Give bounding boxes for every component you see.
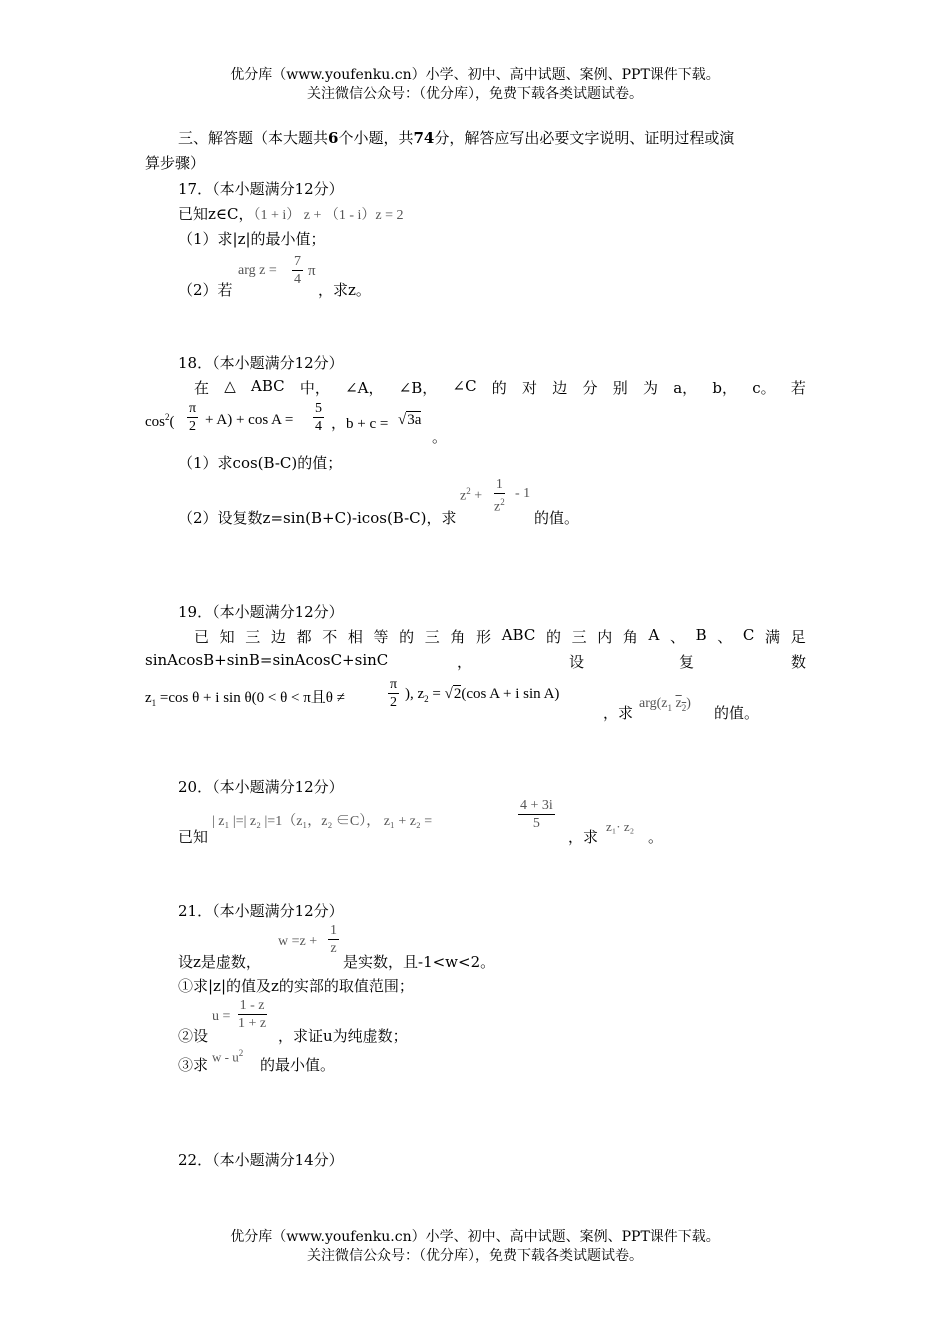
q18-part-1: （1）求cos(B-C)的值； [178,454,343,472]
footer-line-2: 关注微信公众号：（优分库），免费下载各类试题试卷。 [307,1248,643,1264]
q19-heading: 19．（本小题满分12分） [178,603,344,621]
q21-part-3: ③求 w - $u^2$ 的最小值。 [178,1048,336,1074]
q21-part-2: ②设 u = $\frac{1 - z}{1 + z}$ ，求证u为纯虚数； [178,998,408,1045]
q21-part-1: ①求|z|的值及z的实部的取值范围； [178,977,414,995]
q17-given: 已知z∈C，（1 + i） z + （1 - i）z = 2 [178,205,404,223]
q18-part-2: （2）设复数z=sin(B+C)-icos(B-C)，求 $z^2$ + $\frac{1}{z^2}$ - 1 的值。 [178,477,580,527]
q21-given: 设z是虚数， w =z + $\frac{1}{z}$ 是实数，且-1<w<2。 [178,923,496,971]
q19-definitions: $z_1 =\cos$ θ + i sin θ(0 < θ < π且θ ≠ $\frac{\pi}{2}$ ), $z_2 = √2(\cos$ A + i sin A) ，求 $arg(z_1$ $z_2$) 的值。 [145,677,760,722]
q19-intro: 已 知 三 边 都 不 相 等 的 三 角 形 ABC 的 三 内 角 A 、 B 、 C 满 足 [194,626,806,646]
section-title: 三、解答题（本大题共6个小题，共74分，解答应写出必要文字说明、证明过程或演 [178,129,735,147]
header-line-2: 关注微信公众号：（优分库），免费下载各类试题试卷。 [307,86,643,102]
q22-heading: 22．（本小题满分14分） [178,1151,344,1169]
q17-heading: 17．（本小题满分12分） [178,180,344,198]
section-title-cont: 算步骤） [145,154,206,172]
q18-heading: 18．（本小题满分12分） [178,354,344,372]
header-line-1: 优分库（www.youfenku.cn）小学、初中、高中试题、案例、PPT课件下载。 [230,67,720,83]
q21-heading: 21．（本小题满分12分） [178,902,344,920]
q17-part-1: （1）求|z|的最小值； [178,230,326,248]
q20-heading: 20．（本小题满分12分） [178,778,344,796]
q20-given: 已知 | z₁ |=| z₂ |=1（z₁，z₂ ∈C）， z₁ + z₂ = $\frac{4 + 3i}{5}$ ，求 z₁· z₂ 。 [178,798,664,846]
footer-line-1: 优分库（www.youfenku.cn）小学、初中、高中试题、案例、PPT课件下载。 [230,1229,720,1245]
q18-intro: 在 △ ABC 中， ∠A， ∠B， ∠C 的 对 边 分 别 为 a， b， c。 若 [194,377,806,397]
